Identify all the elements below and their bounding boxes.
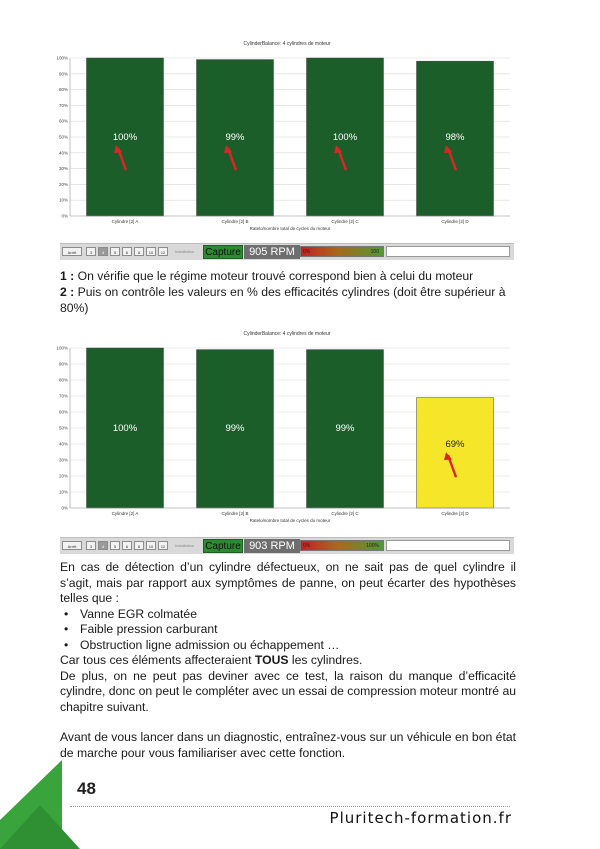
corner-decoration: [0, 760, 80, 849]
cylinder-count-button[interactable]: 5: [110, 541, 120, 550]
body-text: [60, 560, 516, 761]
cylinder-count-button[interactable]: 6: [122, 247, 132, 256]
y-tick-label: 50%: [58, 134, 68, 140]
list-item: [60, 607, 516, 623]
y-tick-label: 30%: [58, 166, 68, 172]
y-tick-label: 10%: [58, 489, 68, 495]
y-tick-label: 50%: [58, 425, 68, 431]
chart-1-svg: [56, 38, 514, 242]
bullet-text: Faible pression carburant: [80, 622, 218, 636]
y-tick-label: 20%: [58, 473, 68, 479]
y-tick-label: 100%: [56, 345, 68, 351]
step-2-label: 2 :: [60, 285, 75, 299]
y-tick-label: 30%: [58, 457, 68, 463]
gauge-min-label: 0%: [303, 543, 311, 549]
x-tick-label: Cylindre [2] A: [111, 511, 139, 516]
x-tick-label: Cylindre [2] B: [221, 219, 249, 224]
bullet-icon: •: [64, 637, 69, 652]
cylinder-count-button[interactable]: 10: [146, 541, 156, 550]
status-field: [386, 540, 510, 551]
chart-panel-1: [56, 38, 514, 242]
x-tick-label: Cylindre [2] D: [441, 219, 469, 224]
data-label: 100%: [112, 423, 138, 435]
page-number: 48: [77, 779, 96, 798]
paragraph-4: Avant de vous lancer dans un diagnostic, entraînez-vous sur un véhicule en bon état de marche pour vous familiariser avec cette fonction.: [60, 730, 516, 760]
spacer: [60, 715, 516, 730]
bullet-list: [60, 607, 516, 654]
y-tick-label: 90%: [58, 71, 68, 77]
para-2-bold: TOUS: [254, 653, 289, 667]
chart-title: CylinderBalance: 4 cylindres de moteur: [243, 41, 331, 47]
paragraph-3: De plus, on ne peut pas deviner avec ce test, la raison du manque d’efficacité cylindre, donc on peut le compléter avec un essai de compression moteur montré au chapitre suivant.: [60, 668, 516, 714]
installation-label: Installation: [175, 543, 195, 548]
chart-panel-2: [56, 328, 514, 534]
bullet-text: Obstruction ligne admission ou échappement …: [80, 637, 340, 652]
cylinder-count-button[interactable]: 5: [110, 247, 120, 256]
data-label: 100%: [332, 132, 358, 144]
cylinder-count-button[interactable]: 3: [86, 541, 96, 550]
cylinder-count-button[interactable]: 8: [134, 247, 144, 256]
cylinder-count-button[interactable]: 3: [86, 247, 96, 256]
y-tick-label: 40%: [58, 441, 68, 447]
capture-button[interactable]: Capture: [203, 539, 243, 553]
y-tick-label: 100%: [56, 55, 68, 61]
y-tick-label: 80%: [58, 377, 68, 383]
y-tick-label: 80%: [58, 87, 68, 93]
cylinder-count-button[interactable]: 10: [146, 247, 156, 256]
data-label: 99%: [225, 132, 245, 144]
cylinder-count-button[interactable]: 12: [158, 247, 168, 256]
y-tick-label: 0%: [61, 213, 68, 219]
bullet-icon: •: [64, 606, 69, 621]
x-tick-label: Cylindre [2] B: [221, 511, 249, 516]
x-axis-label: Ratelo/nombre total de cycles du moteur: [249, 226, 331, 231]
data-label: 98%: [445, 132, 465, 144]
rpm-readout: 903 RPM: [244, 539, 300, 553]
x-tick-label: Cylindre [2] C: [331, 511, 359, 516]
y-tick-label: 70%: [58, 393, 68, 399]
footer-divider: [70, 806, 510, 807]
capture-button[interactable]: Capture: [203, 245, 243, 259]
data-label: 69%: [445, 439, 465, 451]
x-tick-label: Cylindre [2] C: [331, 219, 359, 224]
toolbar-2: [60, 537, 514, 554]
y-tick-label: 40%: [58, 150, 68, 156]
gauge-max-label: 100%: [366, 543, 379, 549]
y-tick-label: 60%: [58, 118, 68, 124]
gauge-min-label: 0%: [303, 249, 311, 255]
step-2: [60, 285, 520, 316]
x-tick-label: Cylindre [2] A: [111, 219, 139, 224]
toolbar-1: [60, 243, 514, 260]
cylinder-count-button[interactable]: 12: [158, 541, 168, 550]
list-item: [60, 638, 516, 654]
y-tick-label: 70%: [58, 102, 68, 108]
cylinder-count-button[interactable]: 6: [122, 541, 132, 550]
y-tick-label: 10%: [58, 197, 68, 203]
chart-title: CylinderBalance: 4 cylindres de moteur: [243, 331, 331, 337]
y-tick-label: 90%: [58, 361, 68, 367]
y-tick-label: 20%: [58, 181, 68, 187]
para-2-start: Car tous ces éléments affecteraient: [60, 653, 255, 667]
data-label: 99%: [225, 423, 245, 435]
step-1-label: 1 :: [60, 269, 75, 283]
data-label: 100%: [112, 132, 138, 144]
step-1-text: On vérifie que le régime moteur trouvé correspond bien à celui du moteur: [74, 269, 474, 283]
x-tick-label: Cylindre [2] D: [441, 511, 469, 516]
y-tick-label: 0%: [61, 505, 68, 511]
step-1: [60, 269, 520, 285]
level-gauge: [300, 246, 384, 257]
site-name: Pluritech-formation.fr: [329, 809, 512, 827]
back-button[interactable]: Arrêt: [62, 541, 82, 550]
para-2-end: les cylindres.: [288, 653, 363, 667]
paragraph-1: En cas de détection d’un cylindre défectueux, on ne sait pas de quel cylindre il s’agit, mais par rapport aux symptômes de panne, on peut écarter des hypothèses telles que :: [60, 560, 516, 605]
bullet-text: Vanne EGR colmatée: [80, 606, 197, 621]
y-tick-label: 60%: [58, 409, 68, 415]
chart-2-svg: [56, 328, 514, 534]
paragraph-2: [60, 653, 516, 669]
status-field: [386, 246, 510, 257]
rpm-readout: 905 RPM: [244, 245, 300, 259]
list-item: [60, 622, 516, 638]
installation-label: Installation: [175, 249, 195, 254]
bar: [417, 398, 494, 508]
step-2-text: Puis on contrôle les valeurs en % des efficacités cylindres (doit être supérieur à 80%): [60, 285, 506, 315]
cylinder-count-button[interactable]: 8: [134, 541, 144, 550]
cylinder-count-button[interactable]: 4: [98, 541, 108, 550]
back-button[interactable]: Arrêt: [62, 247, 82, 256]
cylinder-count-button[interactable]: 4: [98, 247, 108, 256]
gauge-max-label: 100: [370, 249, 379, 255]
data-label: 99%: [335, 423, 355, 435]
x-axis-label: Ratelo/nombre total de cycles du moteur: [249, 518, 331, 523]
bullet-icon: •: [64, 622, 69, 636]
level-gauge: [300, 540, 384, 551]
